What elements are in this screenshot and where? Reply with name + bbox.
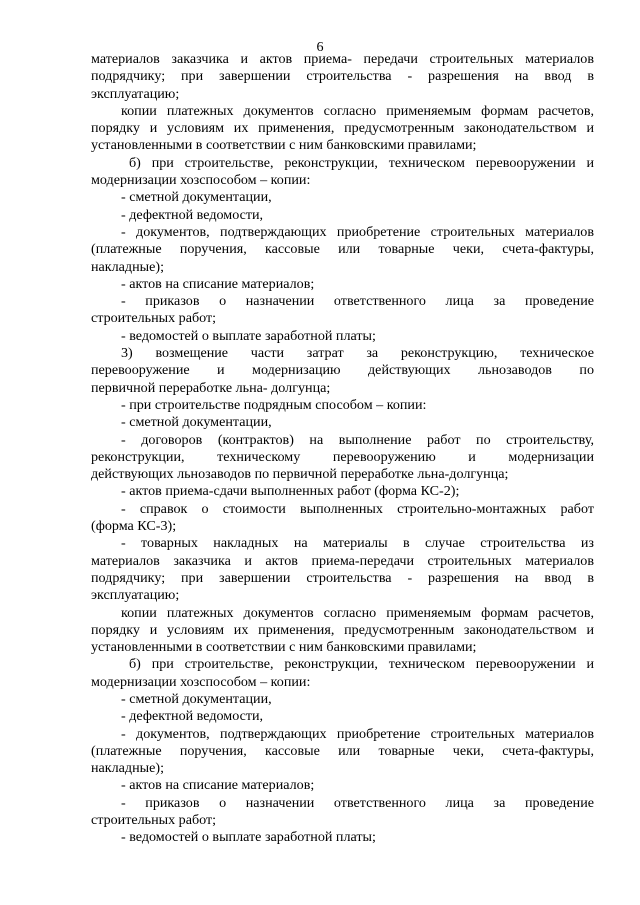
text-line: установленными в соответствии с ним банковскими правилами; [91,639,477,656]
text-line: (форма КС-3); [91,518,177,535]
text-line: эксплуатацию; [91,587,180,604]
text-line: - при строительстве подрядным способом – копии: [121,396,427,413]
document-body [91,51,594,847]
text-line: эксплуатацию; [91,85,180,102]
text-line: действующих льнозаводов по первичной переработке льна-долгунца; [91,466,509,483]
text-line: - дефектной ведомости, [121,708,264,725]
text-line: б) при строительстве, реконструкции, техническом перевооружении и [129,656,594,673]
text-line: - договоров (контрактов) на выполнение работ по строительству, [121,431,594,448]
text-line: строительных работ; [91,812,217,829]
text-line: модернизации хозспособом – копии: [91,673,311,690]
text-line: - приказов о назначении ответственного лица за проведение [121,794,594,811]
text-line: порядку и условиям их применения, предусмотренным законодательством и [91,120,594,137]
text-line: накладные); [91,760,164,777]
text-line: - ведомостей о выплате заработной платы; [121,327,376,344]
text-line: первичной переработке льна- долгунца; [91,379,331,396]
text-line: (платежные поручения, кассовые или товарные чеки, счета-фактуры, [91,742,594,759]
text-line: установленными в соответствии с ним банковскими правилами; [91,137,477,154]
text-line: реконструкции, техническому перевооружению и модернизации [91,448,594,465]
text-line: - сметной документации, [121,189,272,206]
text-line: копии платежных документов согласно применяемым формам расчетов, [121,604,594,621]
text-line: - приказов о назначении ответственного лица за проведение [121,293,594,310]
text-line: - документов, подтверждающих приобретение строительных материалов [121,223,594,240]
text-line: - дефектной ведомости, [121,206,264,223]
text-line: - ведомостей о выплате заработной платы; [121,829,376,846]
text-line: (платежные поручения, кассовые или товарные чеки, счета-фактуры, [91,241,594,258]
text-line: - справок о стоимости выполненных строительно-монтажных работ [121,500,594,517]
text-line: - товарных накладных на материалы в случае строительства из [121,535,594,552]
text-line: б) при строительстве, реконструкции, техническом перевооружении и [129,154,594,171]
text-line: 3) возмещение части затрат за реконструкцию, техническое [121,345,594,362]
text-line: - документов, подтверждающих приобретение строительных материалов [121,725,594,742]
text-line: перевооружение и модернизацию действующих льнозаводов по [91,362,594,379]
text-line: - актов на списание материалов; [121,275,315,292]
text-line: материалов заказчика и актов приема- передачи строительных материалов [91,51,594,67]
text-line: - сметной документации, [121,414,272,431]
text-line: материалов заказчика и актов приема-передачи строительных материалов [91,552,594,569]
text-line: накладные); [91,258,164,275]
text-line: - сметной документации, [121,690,272,707]
text-line: - актов на списание материалов; [121,777,315,794]
page-number: 6 [316,39,324,55]
text-line: - актов приема-сдачи выполненных работ (форма КС-2); [121,483,460,500]
text-line: порядку и условиям их применения, предусмотренным законодательством и [91,621,594,638]
text-line: копии платежных документов согласно применяемым формам расчетов, [121,102,594,119]
text-line: модернизации хозспособом – копии: [91,172,311,189]
text-line: подрядчику; при завершении строительства - разрешения на ввод в [91,68,594,85]
text-line: подрядчику; при завершении строительства - разрешения на ввод в [91,569,594,586]
text-line: строительных работ; [91,310,217,327]
